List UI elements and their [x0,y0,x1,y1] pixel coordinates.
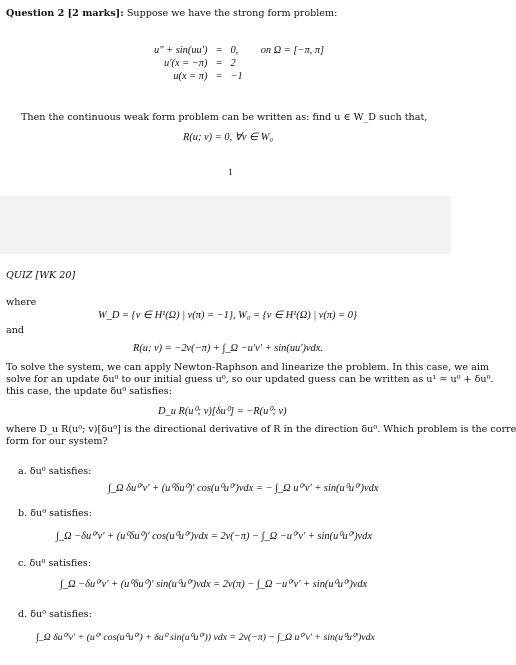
option-a-equation: ∫_Ω δu⁰′v′ + (u⁰δu⁰)′ cos(u⁰u⁰′)vdx = − ∫_Ω u⁰′v′ + sin(u⁰u⁰′)vdx [108,483,379,494]
system-lhs: u′(x = −π) [164,58,208,69]
system-rhs: 2 [230,58,236,69]
where-paragraph-line-2: form for our system? [6,436,108,447]
directional-derivative-equation: D_u R(u⁰; v)[δu⁰] = −R(u⁰; v) [158,406,287,417]
where-label: where [6,297,37,308]
system-rhs: −1 [230,71,243,82]
option-b-label [18,508,92,520]
solve-paragraph-line-2: solve for an update δu⁰ to our initial guess u⁰, so our updated guess can be written as u¹ = u⁰ + δu⁰. [6,374,494,385]
spaces-equation: W_D = {v ∈ H¹(Ω) | v(π) = −1}, W₀ = {v ∈ H¹(Ω) | v(π) = 0} [98,310,358,321]
residual-equation: R(u; v) = −2v(−π) + ∫_Ω −u′v′ + sin(uu′)vdx. [133,343,323,354]
solve-paragraph-line-1: To solve the system, we can apply Newton-Raphson and linearize the problem. In this case, we aim [6,362,489,373]
system-relation: = [215,45,223,56]
option-a-label [18,466,91,478]
option-c-label [18,558,91,570]
system-relation: = [215,71,223,82]
option-d-letter: d. [18,609,28,620]
system-lhs: u(x = π) [173,71,208,82]
system-row [150,57,324,70]
weak-form-text: Then the continuous weak form problem can be written as: find u ∈ W_D such that, [21,112,428,123]
option-c-letter: c. [18,558,27,569]
page-number: 1 [228,167,233,178]
system-domain [247,57,324,70]
system-relation: = [215,58,223,69]
system-domain [247,70,324,83]
question-header [6,8,337,20]
strong-form-system [150,44,324,83]
question-intro: Suppose we have the strong form problem: [126,8,338,19]
option-d-equation: ∫_Ω δu⁰′v′ + (u⁰′ cos(u⁰u⁰′) + δu⁰ sin(u⁰u⁰′)) vdx = 2v(−π) − ∫_Ω u⁰′v′ + sin(u⁰u⁰′)vdx [36,632,375,643]
option-b-letter: b. [18,508,28,519]
quiz-heading: QUIZ [WK 20] [6,270,76,281]
option-c-text: δu⁰ satisfies: [29,558,92,569]
and-label: and [6,325,25,336]
option-d-text: δu⁰ satisfies: [30,609,92,620]
system-lhs: u″ + sin(uu′) [154,45,208,56]
system-row [150,70,324,83]
option-b-text: δu⁰ satisfies: [30,508,92,519]
option-b-equation: ∫_Ω −δu⁰′v′ + (u⁰δu⁰)′ cos(u⁰u⁰′)vdx = 2v(−π) − ∫_Ω −u⁰′v′ + sin(u⁰u⁰′)vdx [56,531,372,542]
option-a-text: δu⁰ satisfies: [29,466,92,477]
option-a-letter: a. [18,466,27,477]
question-heading: Question 2 [2 marks]: [6,8,124,19]
page-gap [0,196,451,254]
where-paragraph-line-1: where D_u R(u⁰; v)[δu⁰] is the directional derivative of R in the direction δu⁰. Which problem is the corre [6,424,516,435]
option-c-equation: ∫_Ω −δu⁰′v′ + (u⁰δu⁰)′ sin(u⁰u⁰′)vdx = 2v(π) − ∫_Ω −u⁰′v′ + sin(u⁰u⁰′)vdx [60,579,368,590]
solve-paragraph-line-3: this case, the update δu⁰ satisfies: [6,386,172,397]
system-row [150,44,324,57]
option-d-label [18,609,92,621]
system-domain: on Ω = [−π, π] [260,45,325,56]
weak-form-equation: R(u; v) = 0, ∀v ∈ W₀ [183,132,273,143]
system-rhs: 0, [230,45,239,56]
